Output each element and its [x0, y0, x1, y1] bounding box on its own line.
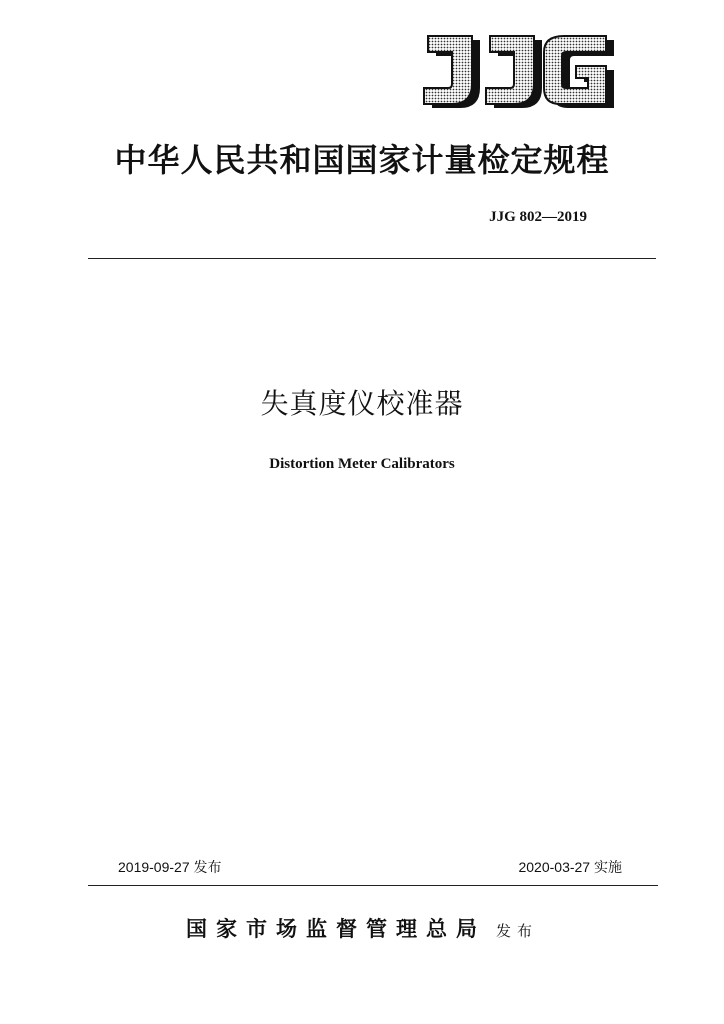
publisher-name: 国家市场监督管理总局	[185, 916, 486, 941]
issue-date: 2019-09-27 发布	[118, 859, 222, 875]
logo-letter-g	[544, 36, 614, 108]
implementation-date: 2020-03-27 实施	[518, 859, 622, 875]
standard-code: JJG 802—2019	[489, 209, 587, 225]
publisher-line	[0, 914, 724, 946]
bottom-divider	[88, 885, 658, 886]
publisher-suffix: 发布	[495, 922, 538, 940]
top-divider	[88, 258, 656, 259]
jjg-logo	[422, 34, 618, 112]
org-title: 中华人民共和国国家计量检定规程	[114, 141, 610, 179]
document-title-english: Distortion Meter Calibrators	[269, 456, 455, 472]
document-title-chinese: 失真度仪校准器	[260, 387, 464, 420]
jjg-logo-icon	[422, 34, 618, 112]
logo-letter-j1	[424, 36, 480, 108]
logo-letter-j2	[486, 36, 542, 108]
